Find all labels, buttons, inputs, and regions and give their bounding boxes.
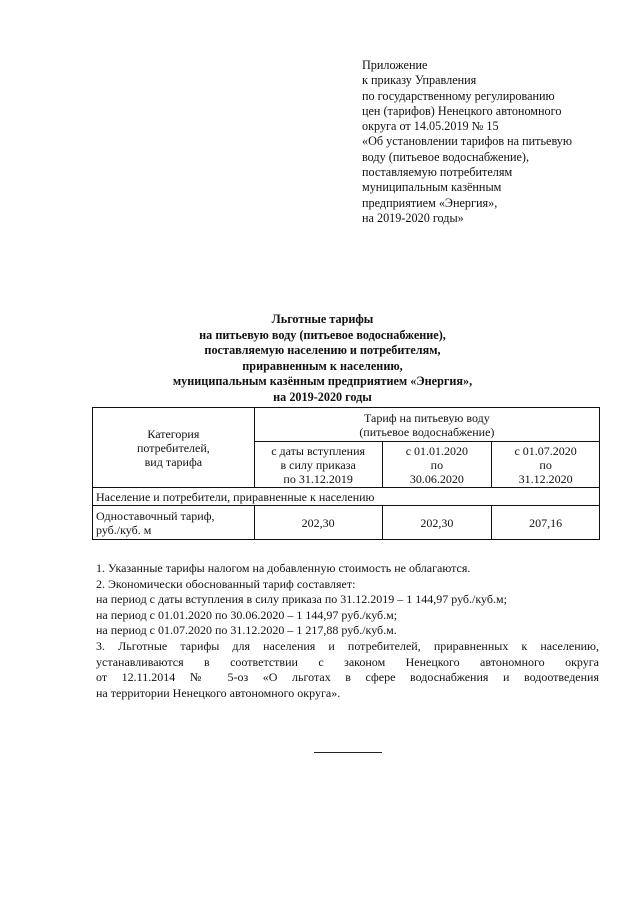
category-header-cell xyxy=(93,408,255,488)
tariff-value-cell: 207,16 xyxy=(492,506,600,540)
period-line: по xyxy=(430,457,444,472)
note-3-line: от 12.11.2014 № 5-оз «О льготах в сфере водоснабжения и водоотведения xyxy=(96,670,599,685)
appendix-line: Приложение xyxy=(362,58,428,72)
document-title xyxy=(90,312,555,406)
period-line: 30.06.2020 xyxy=(409,471,464,486)
period-line: с 01.01.2020 xyxy=(405,443,469,458)
period-header-cell xyxy=(382,442,492,488)
title-line: на 2019-2020 годы xyxy=(273,389,372,404)
period-header-cell xyxy=(492,442,600,488)
period-line: с 01.07.2020 xyxy=(514,443,577,458)
tariff-header-line: (питьевое водоснабжение) xyxy=(359,424,495,439)
category-header-line: потребителей, xyxy=(136,440,210,455)
title-line: на питьевую воду (питьевое водоснабжение), xyxy=(199,327,446,342)
appendix-line: поставляемую потребителям xyxy=(362,165,513,180)
period-line: по xyxy=(539,457,552,472)
title-line: приравненным к населению, xyxy=(242,358,403,373)
table-header-row xyxy=(93,408,600,442)
row-label-line: Одноставочный тариф, xyxy=(96,508,215,523)
appendix-line: к приказу Управления xyxy=(362,73,477,88)
appendix-line: по государственному регулированию xyxy=(362,88,555,103)
category-header-line: вид тарифа xyxy=(144,454,203,469)
appendix-line: предприятием «Энергия», xyxy=(362,195,498,210)
tariff-header-cell xyxy=(254,408,599,442)
note-2-period-2: на период с 01.01.2020 по 30.06.2020 – 1 144,97 руб./куб.м; xyxy=(96,607,398,622)
period-line: 31.12.2020 xyxy=(518,471,573,486)
tariff-value-cell: 202,30 xyxy=(254,506,382,540)
note-2-period-1: на период с даты вступления в силу приказа по 31.12.2019 – 1 144,97 руб./куб.м; xyxy=(96,592,507,607)
note-2-period-3: на период с 01.07.2020 по 31.12.2020 – 1 217,88 руб./куб.м. xyxy=(96,623,397,638)
tariff-value-cell: 202,30 xyxy=(382,506,492,540)
notes-block xyxy=(96,561,599,701)
group-label-cell: Население и потребители, приравненные к населению xyxy=(93,488,600,506)
tariff-table xyxy=(92,407,600,540)
closing-rule xyxy=(314,752,382,753)
appendix-line: округа от 14.05.2019 № 15 xyxy=(362,119,499,134)
tariff-header-line: Тариф на питьевую воду xyxy=(363,410,490,425)
appendix-line: воду (питьевое водоснабжение), xyxy=(362,149,529,164)
title-line: муниципальным казённым предприятием «Энергия», xyxy=(172,374,473,389)
period-header-cell xyxy=(254,442,382,488)
period-line: с даты вступления xyxy=(271,443,366,458)
title-line: поставляемую населению и потребителям, xyxy=(204,343,441,358)
title-line: Льготные тарифы xyxy=(271,312,374,326)
note-3-line: 3. Льготные тарифы для населения и потребителей, приравненных к населению, xyxy=(96,638,599,653)
row-label-cell xyxy=(93,506,255,540)
note-1: 1. Указанные тарифы налогом на добавленную стоимость не облагаются. xyxy=(96,561,471,575)
period-line: в силу приказа xyxy=(280,457,356,472)
category-header-line: Категория xyxy=(147,426,200,441)
appendix-line: на 2019-2020 годы» xyxy=(362,210,464,225)
appendix-line: муниципальным казённым xyxy=(362,180,502,195)
appendix-line: «Об установлении тарифов на питьевую xyxy=(362,134,572,149)
appendix-line: цен (тарифов) Ненецкого автономного xyxy=(362,103,562,118)
note-3-line: на территории Ненецкого автономного округа». xyxy=(96,685,341,700)
note-3-line: устанавливаются в соответствии с законом Ненецкого автономного округа xyxy=(96,654,599,669)
note-2: 2. Экономически обоснованный тариф составляет: xyxy=(96,576,356,591)
table-row xyxy=(93,506,600,540)
row-label-line: руб./куб. м xyxy=(96,522,152,537)
period-line: по 31.12.2019 xyxy=(283,471,353,486)
appendix-block xyxy=(362,58,622,226)
table-group-row xyxy=(93,488,600,506)
